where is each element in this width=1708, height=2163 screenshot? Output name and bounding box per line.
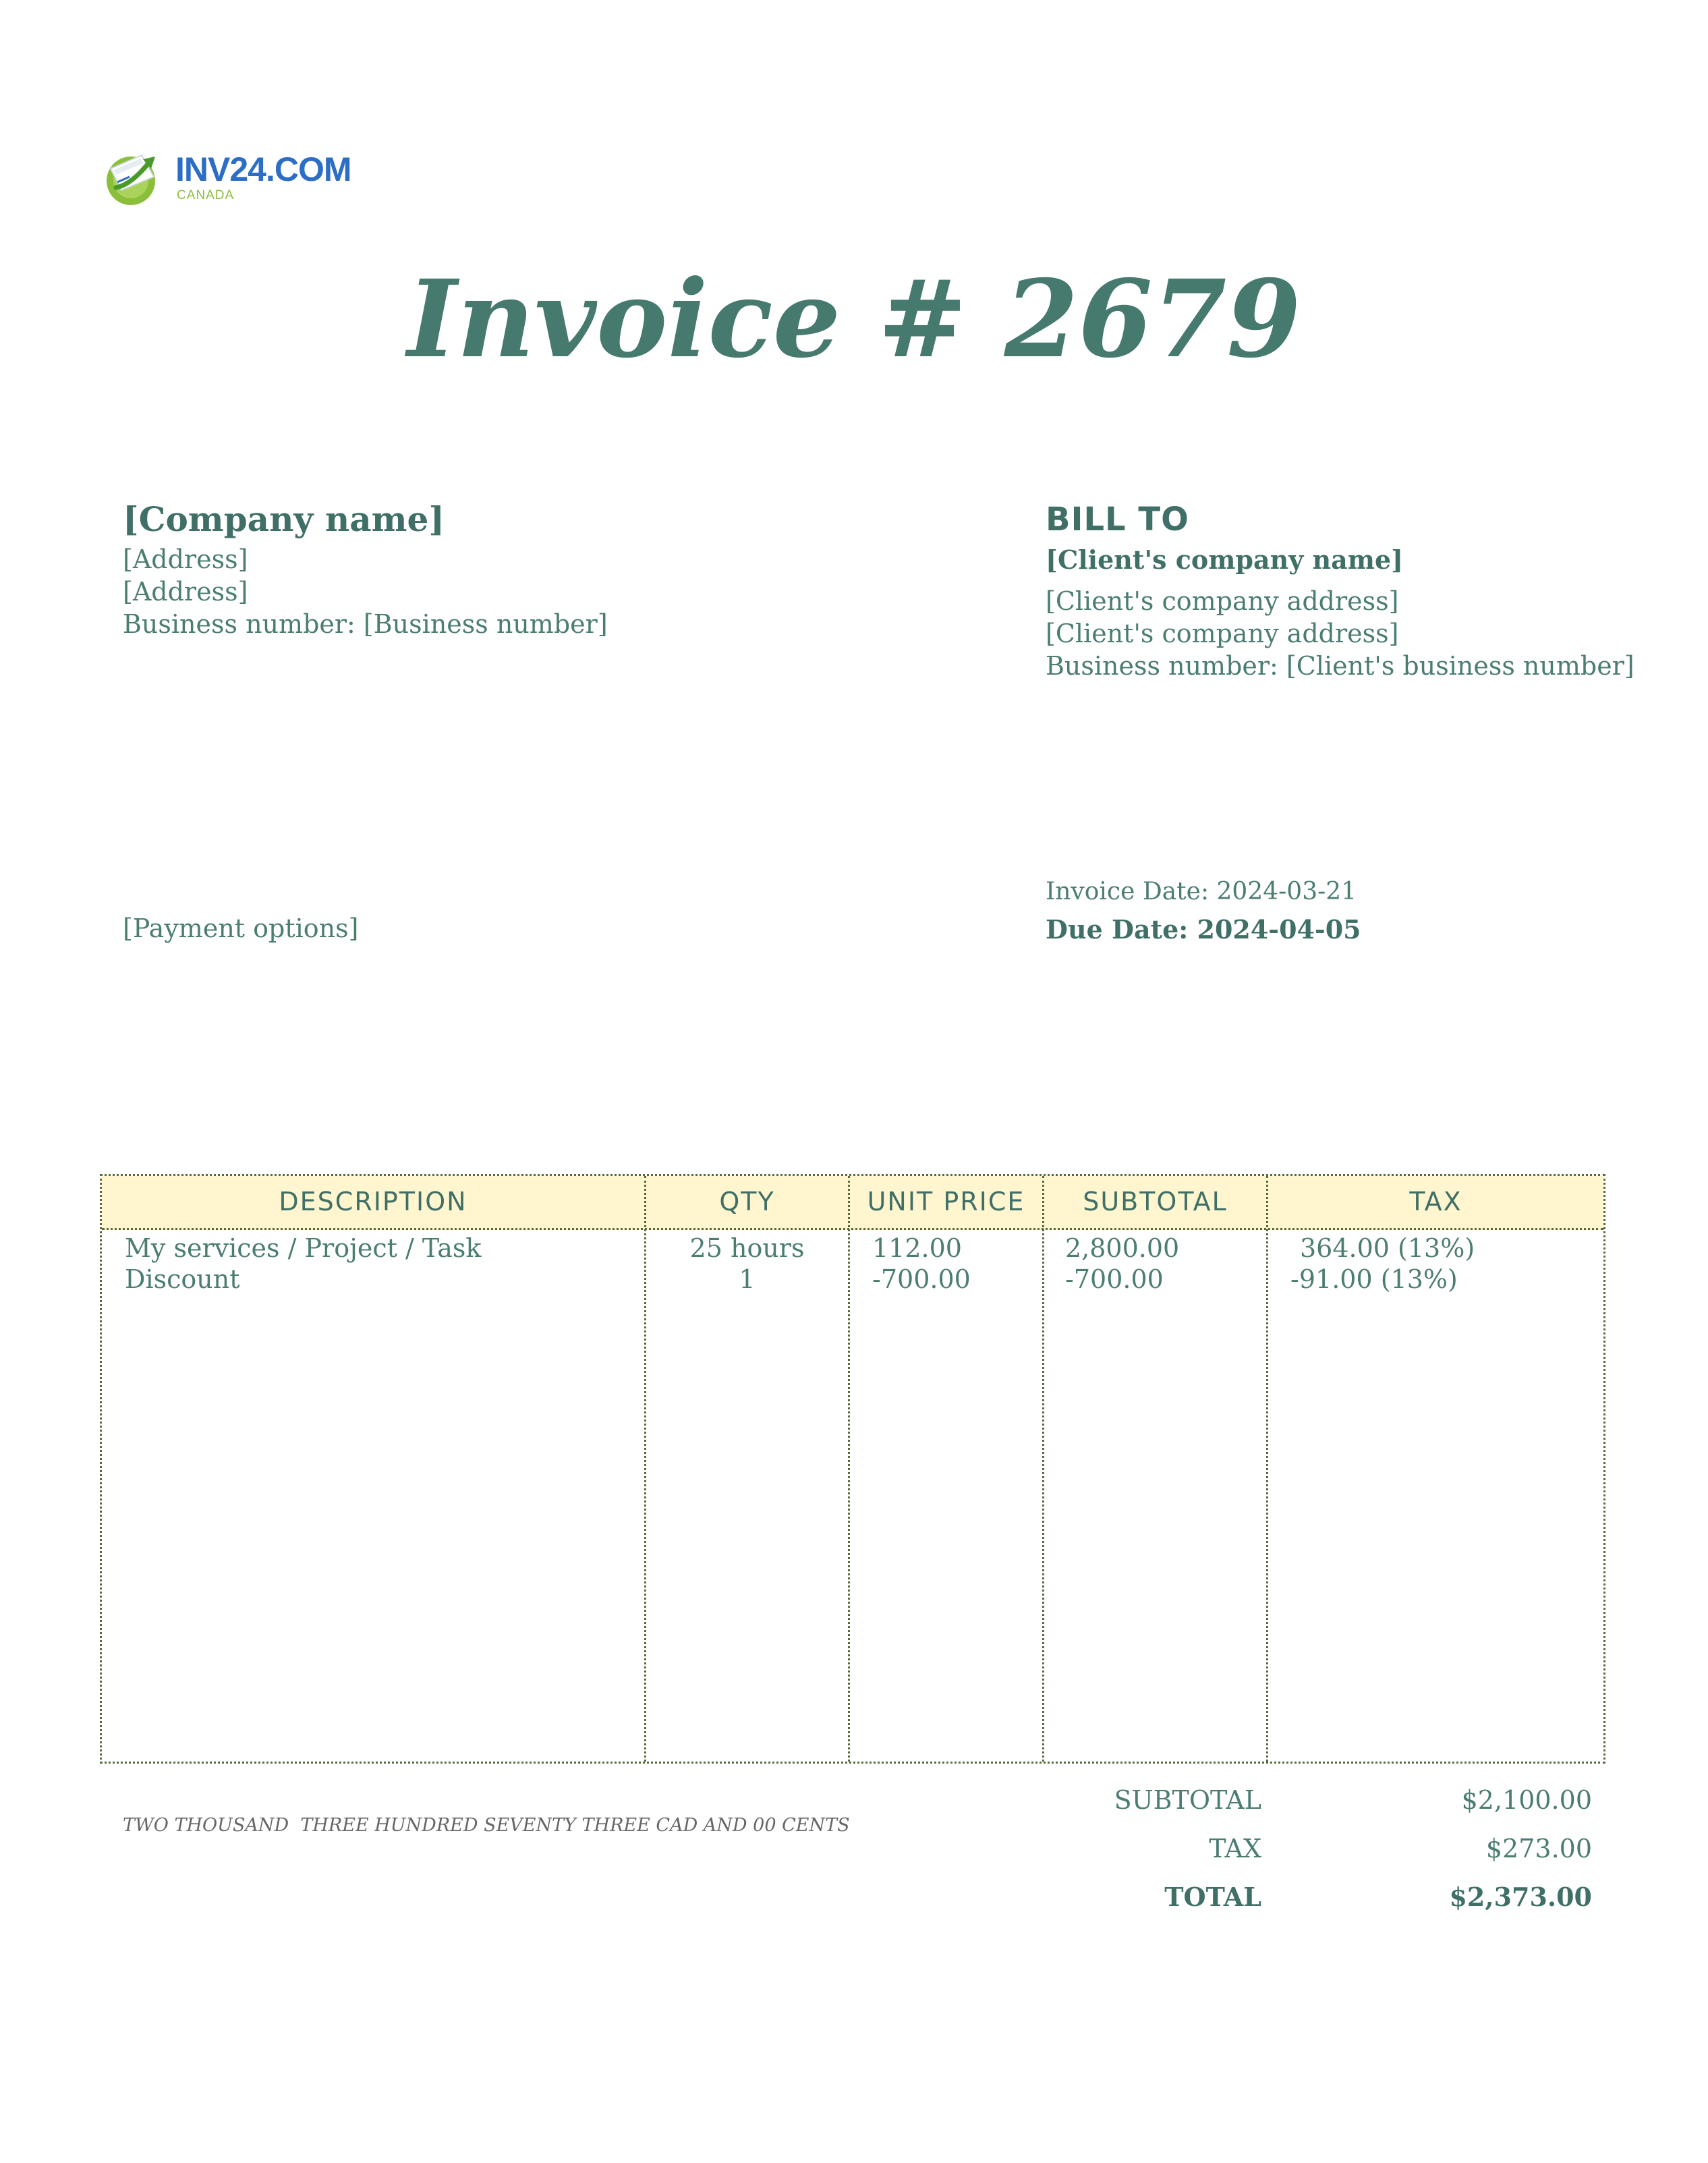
cell-qty: 1 (739, 1264, 756, 1294)
total-row (1052, 1873, 1592, 1921)
company-logo (101, 142, 351, 216)
cell-tax: 364.00 (13%) (1300, 1233, 1475, 1263)
tax-label: TAX (1209, 1834, 1261, 1863)
logo-country: CANADA (177, 188, 235, 202)
subtotal-row (1052, 1776, 1592, 1824)
payment-options: [Payment options] (123, 914, 359, 943)
seller-business-number: Business number: [Business number] (123, 609, 608, 639)
subtotal-value: $2,100.00 (1461, 1785, 1592, 1815)
cell-tax: -91.00 (13%) (1290, 1264, 1458, 1294)
table-row (102, 1264, 1603, 1295)
tax-value: $273.00 (1485, 1834, 1592, 1863)
total-value: $2,373.00 (1449, 1882, 1592, 1912)
cell-qty: 25 hours (689, 1233, 805, 1263)
client-address-line-1: [Client's company address] (1046, 586, 1399, 616)
bill-to-block (1046, 496, 1680, 682)
client-address-line-2: [Client's company address] (1046, 619, 1399, 648)
total-label: TOTAL (1164, 1882, 1261, 1912)
seller-block (123, 496, 932, 640)
logo-wordmark: INV24.COM (175, 150, 351, 188)
tax-row (1052, 1824, 1592, 1873)
subtotal-label: SUBTOTAL (1114, 1785, 1261, 1815)
cell-unit-price: -700.00 (872, 1264, 971, 1294)
seller-company-name: [Company name] (123, 499, 445, 539)
invoice-arrow-logo-icon (101, 146, 166, 206)
header-tax: TAX (1409, 1187, 1462, 1216)
header-unit-price: UNIT PRICE (867, 1187, 1025, 1216)
totals-block (1052, 1776, 1592, 1921)
cell-description: Discount (125, 1264, 240, 1294)
invoice-date: Invoice Date: 2024-03-21 (1046, 878, 1357, 905)
cell-subtotal: 2,800.00 (1065, 1233, 1180, 1263)
due-date: Due Date: 2024-04-05 (1046, 914, 1361, 945)
seller-address-line-2: [Address] (123, 577, 248, 607)
invoice-dates (1046, 873, 1361, 949)
table-row (102, 1233, 1603, 1264)
header-qty: QTY (719, 1187, 775, 1216)
client-company-name: [Client's company name] (1046, 544, 1404, 575)
cell-description: My services / Project / Task (125, 1233, 482, 1263)
amount-in-words: TWO THOUSAND THREE HUNDRED SEVENTY THREE CAD AND 00 CENTS (123, 1815, 850, 1836)
client-business-number: Business number: [Client's business number] (1046, 651, 1634, 681)
cell-subtotal: -700.00 (1065, 1264, 1164, 1294)
seller-address-line-1: [Address] (123, 544, 248, 574)
cell-unit-price: 112.00 (872, 1233, 962, 1263)
header-subtotal: SUBTOTAL (1083, 1187, 1228, 1216)
line-items-table (100, 1174, 1605, 1764)
bill-to-heading: BILL TO (1046, 501, 1189, 538)
header-description: DESCRIPTION (279, 1187, 467, 1216)
invoice-title: Invoice # 2679 (407, 257, 1301, 382)
